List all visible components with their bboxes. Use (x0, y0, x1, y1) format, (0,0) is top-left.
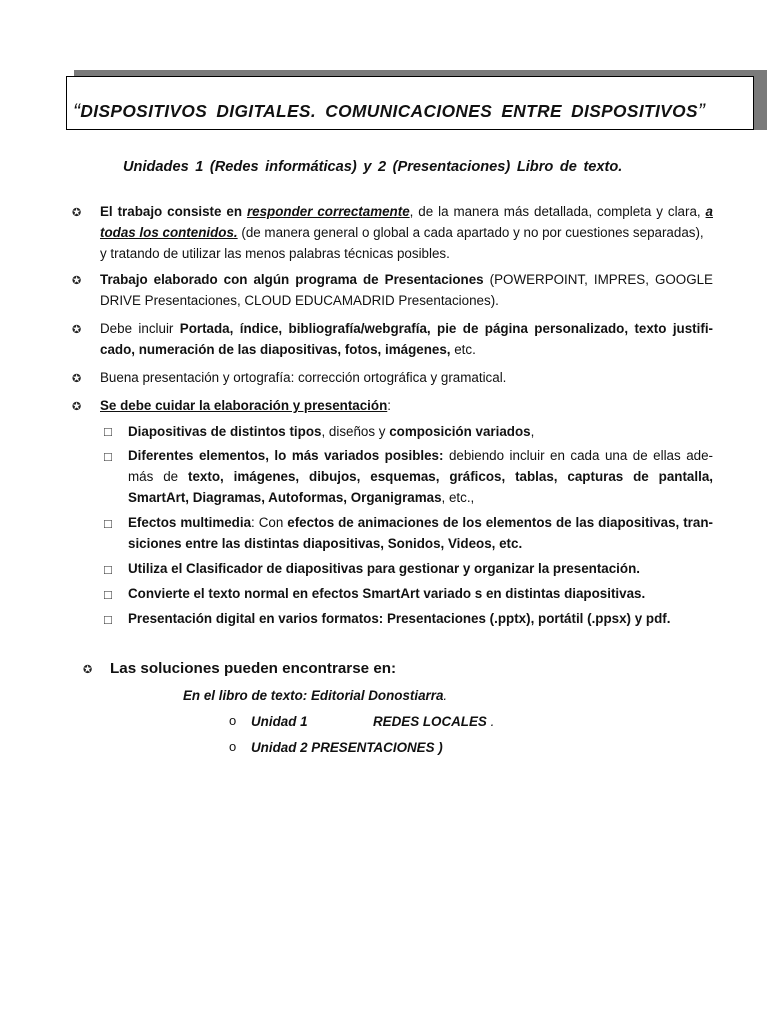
subtitle: Unidades 1 (Redes informáticas) y 2 (Presentaciones) Libro de texto. (123, 159, 623, 175)
circle-bullet-icon: o (229, 713, 237, 728)
check-item-5: Convierte el texto normal en efectos SmartArt variado s en distintas diapositivas. (128, 586, 646, 601)
bullet-4-text: Buena presentación y ortografía: corrección ortográfica y gramatical. (100, 370, 507, 385)
solutions-unit-1-topic: REDES LOCALES . (373, 714, 495, 729)
check-item-3: Efectos multimedia: Con efectos de animaciones de los elementos de las diapositivas, tran- siciones entre las distintas diapositivas, Sonidos, Videos, etc. (128, 515, 713, 551)
solutions-unit-2: Unidad 2 PRESENTACIONES ) (251, 740, 443, 755)
checkbox-icon: □ (104, 449, 112, 464)
bullet-icon: ✪ (72, 401, 82, 413)
bullet-2-text: Trabajo elaborado con algún programa de Presentaciones (POWERPOINT, IMPRES, GOOGLE DRIVE Presentaciones, CLOUD EDUCAMADRID Presentaciones). (100, 272, 713, 308)
checkbox-icon: □ (104, 587, 112, 602)
title-box (66, 76, 754, 130)
page-title: “DISPOSITIVOS DIGITALES. COMUNICACIONES ENTRE DISPOSITIVOS” (73, 100, 706, 123)
bullet-icon: ✪ (72, 373, 82, 385)
bullet-icon: ✪ (83, 664, 93, 676)
bullet-icon: ✪ (72, 207, 82, 219)
bullet-1-text: El trabajo consiste en responder correctamente, de la manera más detallada, completa y clara, a todas los contenidos. (de manera general o global a cada apartado y no por cuestiones separadas), y tratando de utilizar las menos palabras técnicas posibles. (100, 204, 713, 261)
check-item-2: Diferentes elementos, lo más variados posibles: debiendo incluir en cada una de ellas ade- más de texto, imágenes, dibujos, esquemas, gráficos, tablas, capturas de pantalla, SmartArt, Diagramas, Autoformas, Organigramas, etc., (128, 448, 713, 505)
solutions-book: En el libro de texto: Editorial Donostiarra. (183, 688, 448, 703)
checkbox-icon: □ (104, 562, 112, 577)
check-item-4: Utiliza el Clasificador de diapositivas para gestionar y organizar la presentación. (128, 561, 640, 576)
bullet-3-text: Debe incluir Portada, índice, bibliografía/webgrafía, pie de página personalizado, texto justifi- cado, numeración de las diapositivas, fotos, imágenes, etc. (100, 321, 713, 357)
bullet-icon: ✪ (72, 275, 82, 287)
checkbox-icon: □ (104, 612, 112, 627)
solutions-heading: Las soluciones pueden encontrarse en: (110, 660, 397, 677)
bullet-5-text: Se debe cuidar la elaboración y presentación: (100, 398, 391, 413)
check-item-1: Diapositivas de distintos tipos, diseños y composición variados, (128, 424, 535, 439)
solutions-unit-1: Unidad 1 (251, 714, 308, 729)
circle-bullet-icon: o (229, 739, 237, 754)
bullet-icon: ✪ (72, 324, 82, 336)
check-item-6: Presentación digital en varios formatos: Presentaciones (.pptx), portátil (.ppsx) y pdf. (128, 611, 671, 626)
checkbox-icon: □ (104, 516, 112, 531)
checkbox-icon: □ (104, 424, 112, 439)
